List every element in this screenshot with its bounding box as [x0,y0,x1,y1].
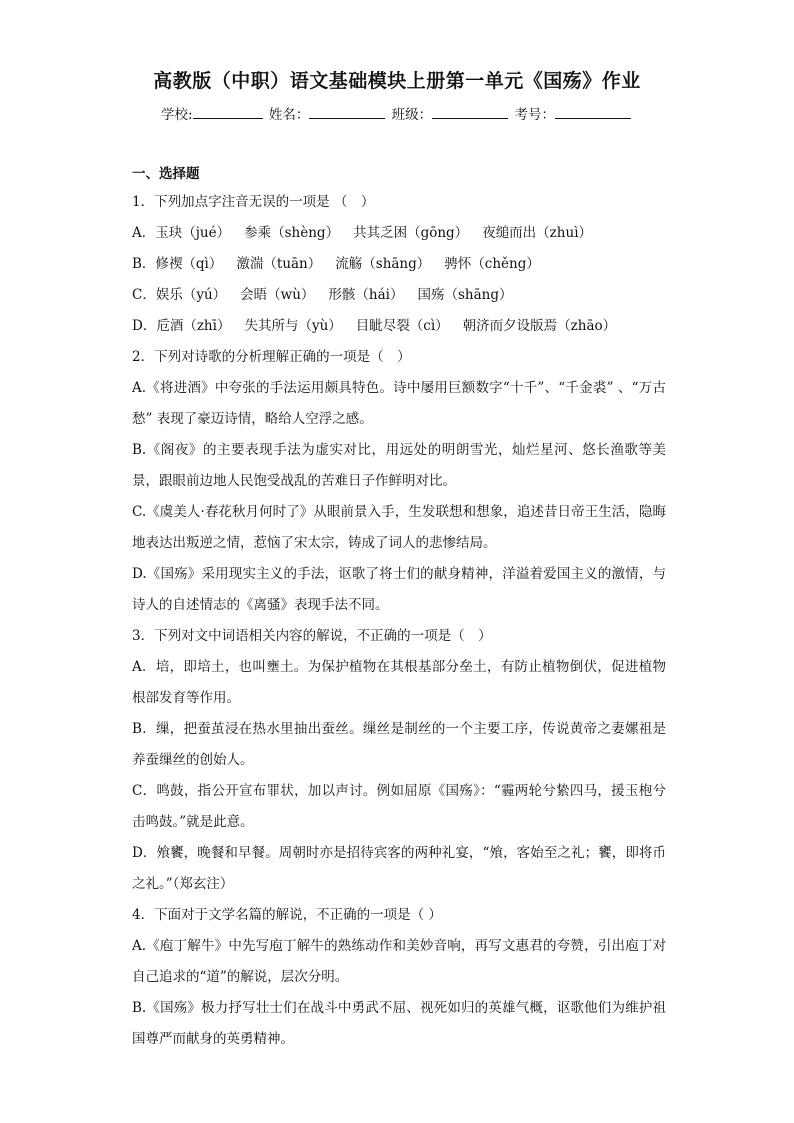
option-part: 目眦尽裂（cì） [355,318,449,334]
school-blank[interactable] [193,106,263,119]
class-label: 班级： [391,107,433,123]
option-part: 国殇（shāng） [417,287,513,303]
option-part: 参乘（shèng） [244,225,340,241]
question-2-option-a: A.《将进酒》中夸张的手法运用颇具特色。诗中屡用巨额数字“十千”、“千金裘” 、“万古愁” 表现了豪迈诗情，略给人空浮之感。 [132,380,666,427]
name-label: 姓名： [268,107,310,123]
section-heading: 一、选择题 [132,166,200,182]
option-part: 会晤（wù） [240,287,315,303]
question-2-option-c: C.《虞美人·春花秋月何时了》从眼前景入手，生发联想和想象，追述昔日帝王生活，隐晦地表达出叛逆之情，惹恼了宋太宗，铸成了词人的悲惨结局。 [132,504,666,551]
question-1-option-c [132,280,666,311]
questions-content [132,163,666,1055]
option-part: C．娱乐（yú） [132,287,227,303]
question-3-option-d: D．飧饔，晚餐和早餐。周朝时亦是招待宾客的两种礼宴，“飧，客始至之礼；饔，即将币之礼。”（郑玄注） [132,845,666,892]
student-info-line [0,103,794,123]
question-1-stem: 1．下列加点字注音无误的一项是 （ ） [132,194,375,210]
question-3-option-c: C．鸣鼓，指公开宣布罪状，加以声讨。例如屈原《国殇》：“霾两轮兮絷四马，援玉枹兮击鸣鼓。”就是此意。 [132,783,666,830]
question-4-option-b: B.《国殇》极力抒写壮士们在战斗中勇武不屈、视死如归的英雄气概，讴歌他们为维护祖国尊严而献身的英勇精神。 [132,1000,666,1047]
exam-number-label: 考号： [514,107,555,123]
option-part: 共其乏困（gōng） [353,225,469,241]
option-part: 流觞（shāng） [335,256,431,272]
question-3-option-a: A．培，即培土，也叫壅土。为保护植物在其根基部分垒土，有防止植物倒伏，促进植物根部发育等作用。 [132,659,666,706]
option-part: 骋怀（chěng） [444,256,540,272]
option-part: B．修禊（qì） [132,256,223,272]
question-1-option-d [132,311,666,342]
option-part: 朝济而夕设版焉（zhāo） [462,318,617,334]
question-4-stem: 4．下面对于文学名篇的解说，不正确的一项是（ ） [132,907,442,923]
question-2-option-b: B.《阁夜》的主要表现手法为虚实对比，用远处的明朗雪光，灿烂星河、悠长渔歌等美景，跟眼前边地人民饱受战乱的苦难日子作鲜明对比。 [132,442,666,489]
option-part: 失其所与（yù） [244,318,342,334]
option-part: D．卮酒（zhī） [132,318,231,334]
option-part: A．玉玦（jué） [132,225,231,241]
question-4-option-a: A.《庖丁解牛》中先写庖丁解牛的熟练动作和美妙音响，再写文惠君的夸赞，引出庖丁对自己追求的“道”的解说，层次分明。 [132,938,666,985]
option-part: 夜缒而出（zhuì） [482,225,593,241]
school-label: 学校: [161,107,193,123]
option-part: 激湍（tuān） [236,256,322,272]
question-3-option-b: B．缫，把蚕茧浸在热水里抽出蚕丝。缫丝是制丝的一个主要工序，传说黄帝之妻嫘祖是养蚕缫丝的创始人。 [132,721,666,768]
option-part: 形骸（hái） [328,287,404,303]
document-title: 高教版（中职）语文基础模块上册第一单元《国殇》作业 [153,70,641,92]
question-3-stem: 3．下列对文中词语相关内容的解说，不正确的一项是（ ） [132,628,492,644]
name-blank[interactable] [309,106,385,119]
class-blank[interactable] [432,106,508,119]
question-1-option-b [132,249,666,280]
exam-number-blank[interactable] [555,106,631,119]
question-2-stem: 2．下列对诗歌的分析理解正确的一项是（ ） [132,349,411,365]
question-1-option-a [132,218,666,249]
question-2-option-d: D.《国殇》采用现实主义的手法，讴歌了将士们的献身精神，洋溢着爱国主义的激情，与诗人的自述情志的《离骚》表现手法不同。 [132,566,666,613]
